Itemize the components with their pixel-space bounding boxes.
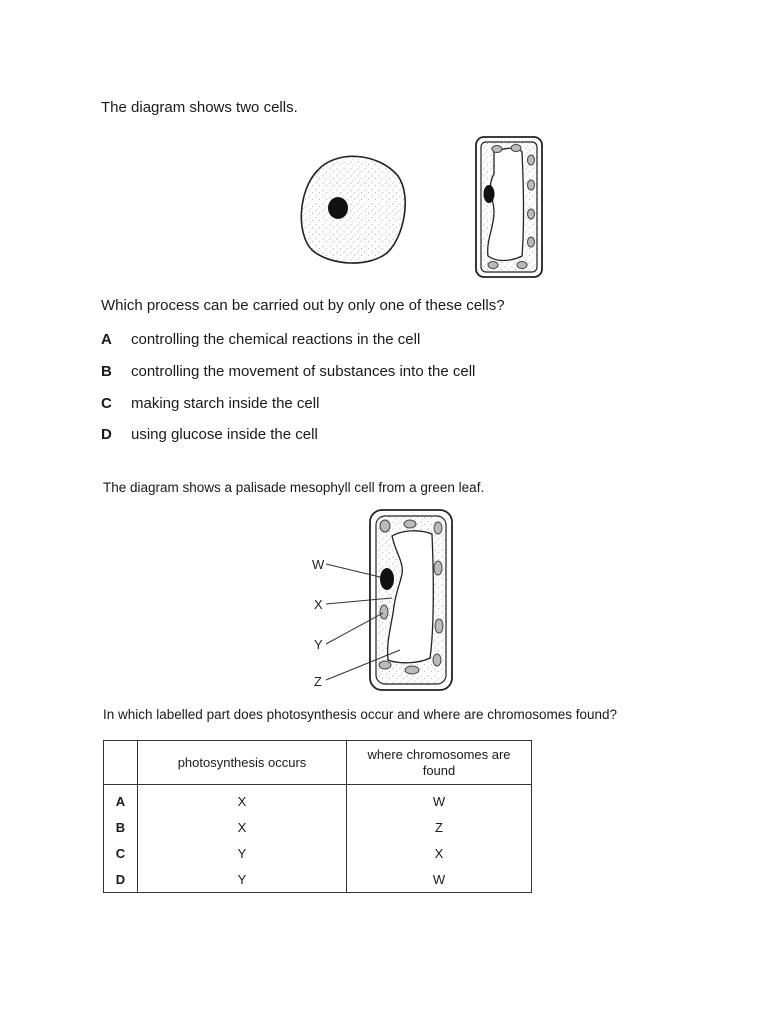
chromosomes-cell: W	[347, 785, 532, 815]
option-text: controlling the movement of substances into the cell	[131, 363, 476, 380]
plant-cell-nucleus	[484, 185, 495, 203]
table-row[interactable]	[104, 814, 532, 840]
label-z: Z	[314, 674, 322, 689]
animal-cell-nucleus	[328, 197, 348, 219]
option-letter: C	[101, 395, 112, 412]
row-letter: D	[104, 866, 138, 893]
animal-cell	[301, 156, 405, 263]
q1-cells-diagram	[0, 0, 768, 300]
chromosomes-cell: Z	[347, 814, 532, 840]
header-chromosomes: where chromosomes are found	[347, 741, 532, 785]
option-letter: D	[101, 426, 112, 443]
chromosomes-cell: X	[347, 840, 532, 866]
row-letter: A	[104, 785, 138, 815]
answer-table	[103, 740, 532, 893]
chromosomes-cell: W	[347, 866, 532, 893]
q2-intro: The diagram shows a palisade mesophyll cell from a green leaf.	[103, 480, 485, 495]
label-y: Y	[314, 637, 323, 652]
table-row[interactable]	[104, 785, 532, 815]
table-row[interactable]	[104, 866, 532, 893]
q1-intro: The diagram shows two cells.	[101, 99, 298, 116]
option-text: making starch inside the cell	[131, 395, 320, 412]
option-letter: A	[101, 331, 112, 348]
row-letter: B	[104, 814, 138, 840]
q1-prompt: Which process can be carried out by only one of these cells?	[101, 297, 505, 314]
label-x: X	[314, 597, 323, 612]
palisade-cell-diagram	[0, 500, 768, 700]
photosynthesis-cell: X	[138, 785, 347, 815]
q2-prompt: In which labelled part does photosynthesis occur and where are chromosomes found?	[103, 707, 618, 722]
plant-cell	[476, 137, 542, 277]
table-corner	[104, 741, 138, 785]
option-text: using glucose inside the cell	[131, 426, 318, 443]
photosynthesis-cell: Y	[138, 866, 347, 893]
header-photosynthesis: photosynthesis occurs	[138, 741, 347, 785]
table-row[interactable]	[104, 840, 532, 866]
photosynthesis-cell: X	[138, 814, 347, 840]
photosynthesis-cell: Y	[138, 840, 347, 866]
row-letter: C	[104, 840, 138, 866]
label-w: W	[312, 557, 325, 572]
option-text: controlling the chemical reactions in the cell	[131, 331, 421, 348]
option-letter: B	[101, 363, 112, 380]
palisade-nucleus	[380, 568, 394, 590]
